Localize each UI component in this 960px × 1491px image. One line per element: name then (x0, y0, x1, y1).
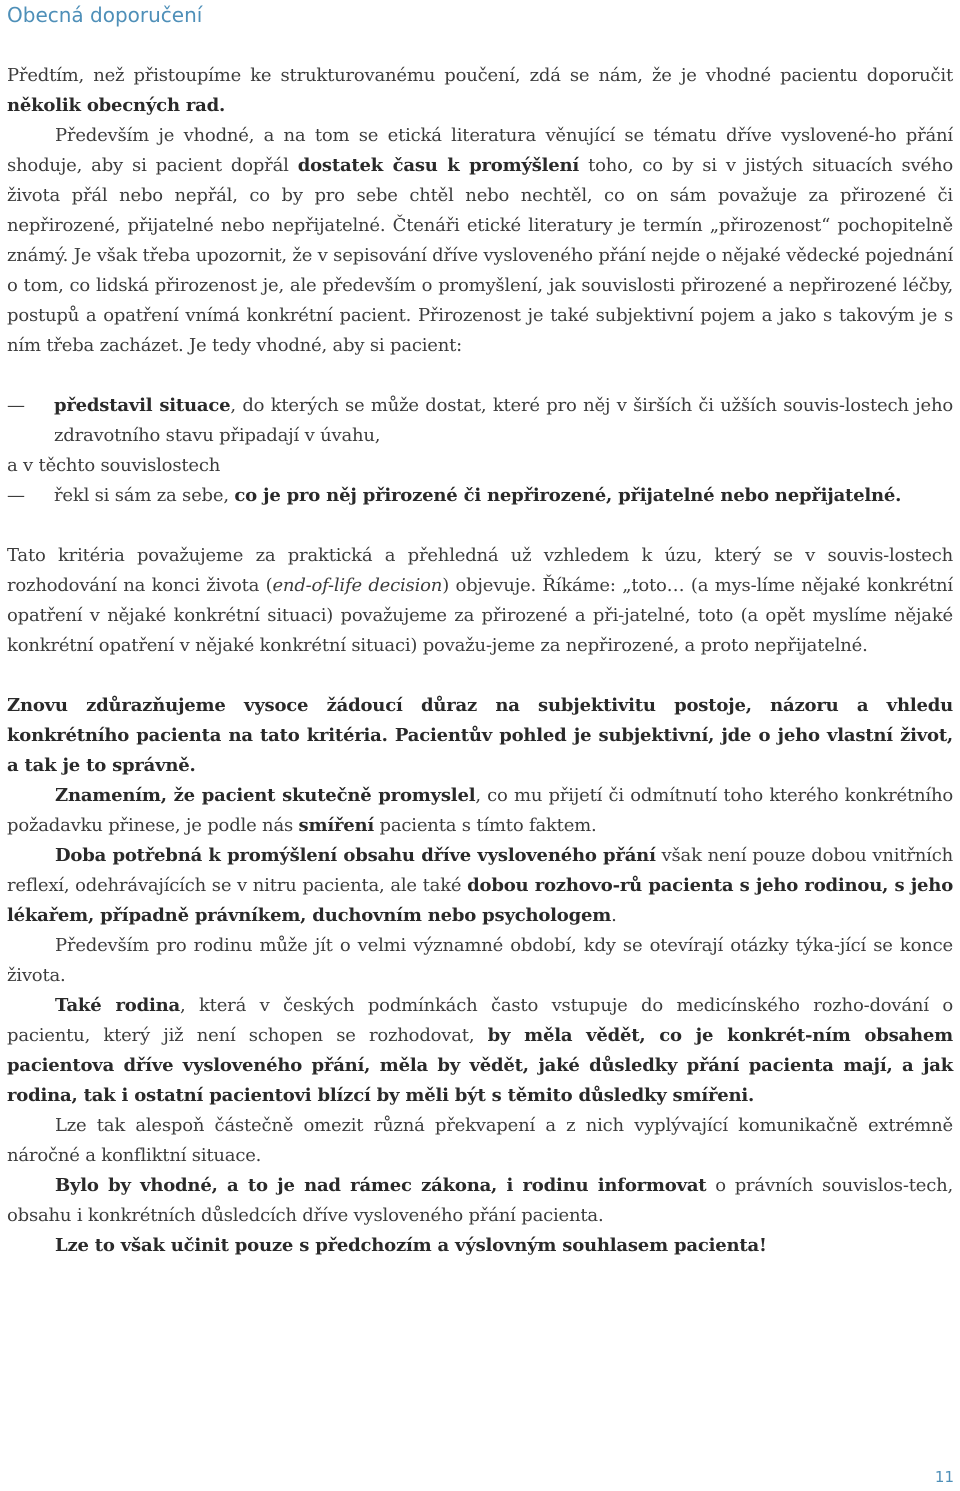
dash-marker: — (7, 395, 25, 416)
duration-emphasis-a: Doba potřebná k promýšlení obsahu dříve vysloveného přání (55, 845, 656, 866)
sign-emphasis-a: Znamením, že pacient skutečně promyslel (55, 785, 476, 806)
intro-paragraph-2 (7, 121, 953, 361)
inform-text: o právních souvislos-tech, obsahu i konkrétních důsledcích dříve vysloveného přání pacienta. (7, 1175, 953, 1226)
family-emphasis-c: by měla vědět, co je konkrét-ním obsahem pacientova dříve vysloveného přání, měla by vědět, jaké důsledky přání pacienta mají, a jak rodina, tak i ostatní pacientovi blízcí by měli být s těmito důsledky smířeni. (7, 1025, 953, 1106)
inform-paragraph (7, 1171, 953, 1231)
family-text-b: , která v českých podmínkách často vstupuje do medicínského rozho-dování o pacientu, který již není schopen se rozhodovat, (7, 995, 953, 1046)
intro-emphasis: několik obecných rad. (7, 95, 226, 116)
emphasis-text: Znovu zdůrazňujeme vysoce žádoucí důraz na subjektivitu postoje, názoru a vhledu konkrétního pacienta na tato kritéria. Pacientův pohled je subjektivní, jde o jeho vlastní život, a tak je to správně. (7, 695, 953, 776)
criteria-text-b: ) objevuje. Říkáme: „toto… (a mys-líme nějaké konkrétní opatření v nějaké konkrétní situaci) považujeme za přirozené a při-jatelné, toto (a opět myslíme nějaké konkrétní opatření v nějaké konkrétní situaci) považu-jeme za nepřirozené, a proto nepřijatelné. (7, 575, 953, 656)
document-page (7, 0, 953, 1261)
intro-text: Předtím, než přistoupíme ke strukturovanému poučení, zdá se nám, že je vhodné pacientu doporučit (7, 65, 953, 86)
list-item-2-text: řekl si sám za sebe, (54, 485, 235, 506)
duration-text-b: však není pouze dobou vnitřních reflexí, odehrávajících se v nitru pacienta, ale také (7, 845, 953, 896)
family-emphasis-a: Také rodina (55, 995, 180, 1016)
duration-emphasis-c: dobou rozhovo-rů pacienta s jeho rodinou, s jeho lékařem, případně právníkem, duchovním nebo psychologem (7, 875, 953, 926)
list-item-1-emphasis: představil situace (54, 395, 231, 416)
criteria-paragraph (7, 541, 953, 661)
family-period-paragraph: Především pro rodinu může jít o velmi významné období, kdy se otevírají otázky týka-jící se konce života. (7, 935, 953, 986)
list-item-1-text: , do kterých se může dostat, které pro něj v širších či užších souvis-lostech jeho zdravotního stavu připadají v úvahu, (54, 395, 953, 446)
limit-paragraph: Lze tak alespoň částečně omezit různá překvapení a z nich vyplývající komunikačně extrémně náročné a konfliktní situace. (7, 1115, 953, 1166)
intro-paragraph-1 (7, 61, 953, 121)
sign-emphasis-c: smíření (298, 815, 375, 836)
duration-text-d: . (611, 905, 617, 926)
duration-paragraph (7, 841, 953, 931)
list-item-2-emphasis: co je pro něj přirozené či nepřirozené, přijatelné nebo nepřijatelné. (234, 485, 902, 506)
list-connector: a v těchto souvislostech (7, 455, 221, 476)
sign-text-d: pacienta s tímto faktem. (374, 815, 597, 836)
family-paragraph (7, 991, 953, 1111)
inform-emphasis: Bylo by vhodné, a to je nad rámec zákona, i rodinu informovat (55, 1175, 707, 1196)
criteria-italic: end-of-life decision (272, 575, 443, 596)
intro-p2-emphasis: dostatek času k promýšlení (297, 155, 580, 176)
consent-emphasis: Lze to však učinit pouze s předchozím a výslovným souhlasem pacienta! (55, 1235, 767, 1256)
dash-marker: — (7, 485, 25, 506)
intro-p2-text-a: Především je vhodné, a na tom se etická literatura věnující se tématu dříve vyslovené-ho přání shoduje, aby si pacient dopřál (7, 125, 953, 176)
sign-text-b: , co mu přijetí či odmítnutí toho kterého konkrétního požadavku přinese, je podle nás (7, 785, 953, 836)
list-item-2 (7, 481, 953, 511)
section-heading: Obecná doporučení (7, 3, 203, 27)
emphasis-paragraph (7, 691, 953, 781)
page-number: 11 (934, 1468, 954, 1486)
consent-paragraph (7, 1231, 953, 1261)
criteria-text-a: Tato kritéria považujeme za praktická a přehledná už vzhledem k úzu, který se v souvis-lostech rozhodování na konci života ( (7, 545, 953, 596)
sign-paragraph (7, 781, 953, 841)
list-item-1 (7, 391, 953, 451)
intro-p2-text-c: toho, co by si v jistých situacích svého života přál nebo nepřál, co by pro sebe chtěl nebo nechtěl, co on sám považuje za přirozené či nepřirozené, přijatelné nebo nepřijatelné. Čtenáři etické literatury je termín „přirozenost“ pochopitelně známý. Je však třeba upozornit, že v sepisování dříve vysloveného přání nejde o nějaké vědecké pojednání o tom, co lidská přirozenost je, ale především o promyšlení, jak souvislosti přirozené a nepřirozené léčby, postupů a opatření vnímá konkrétní pacient. Přirozenost je také subjektivní pojem a jako s takovým je s ním třeba zacházet. Je tedy vhodné, aby si pacient: (7, 155, 954, 356)
